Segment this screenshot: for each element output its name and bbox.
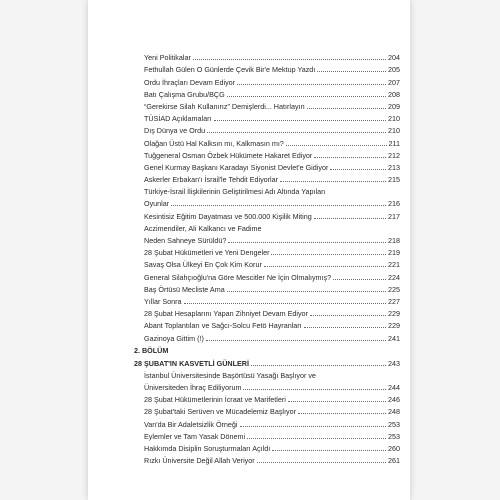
toc-entry-title: TÜSİAD Açıklamaları	[144, 114, 212, 124]
toc-entry-title: Askerler Erbakan'ı İsrail'le Tehdit Ediyorlar	[144, 175, 279, 185]
toc-entry	[144, 208, 400, 220]
toc-entry-page: 248	[388, 407, 400, 417]
dot-leader	[317, 71, 386, 72]
toc-entry-page: 209	[388, 101, 400, 111]
toc-entry-title: Kesintisiz Eğitim Dayatması ve 500.000 Kişilik Miting	[144, 211, 312, 221]
part-heading	[134, 355, 400, 368]
toc-entry-title: Ordu İhraçları Devam Ediyor	[144, 77, 236, 87]
dot-leader	[207, 132, 386, 133]
toc-entry	[144, 111, 400, 123]
toc-entry-title: Gazinoya Gittim (!)	[144, 333, 204, 343]
toc-entry-title: Van'da Bir Adaletsizlik Örneği	[144, 419, 238, 429]
toc-entry	[144, 441, 400, 453]
dot-leader	[206, 340, 386, 341]
dot-leader	[314, 157, 386, 158]
dot-leader	[237, 84, 386, 85]
toc-entry-page: 229	[388, 321, 400, 331]
toc-entry-title: “Gerekirse Silah Kullanırız” Demişlerdi... Hatırlayın	[144, 101, 305, 111]
dot-leader	[243, 389, 386, 390]
toc-entry	[144, 123, 400, 135]
toc-entry	[144, 453, 400, 465]
toc-entry	[144, 318, 400, 330]
toc-entry-title: Fethullah Gülen O Günlerde Çevik Bir'e Mektup Yazdı	[144, 65, 316, 75]
toc-entry-page: 244	[388, 383, 400, 393]
dot-leader	[314, 218, 386, 219]
toc-entry	[144, 282, 400, 294]
toc-entry-page: 213	[388, 162, 400, 172]
toc-entry-page: 208	[388, 89, 400, 99]
toc-entry-title: Batı Çalışma Grubu/BÇG	[144, 89, 225, 99]
toc-entry-title: Olağan Üstü Hal Kalksın mı, Kalkmasın mı?	[144, 138, 284, 148]
toc-entry	[144, 269, 400, 281]
toc-entry-title: Savaş Olsa Ülkeyi En Çok Kim Korur	[144, 260, 262, 270]
dot-leader	[330, 169, 386, 170]
toc-entry	[144, 172, 400, 184]
toc-entry-page: 205	[388, 65, 400, 75]
toc-entry-continuation	[144, 233, 400, 245]
toc-entry	[144, 50, 400, 62]
toc-entry-page: 204	[388, 53, 400, 63]
toc-entry	[144, 416, 400, 428]
toc-entry-page: 221	[388, 260, 400, 270]
dot-leader	[310, 315, 386, 316]
dot-leader	[272, 450, 386, 451]
toc-entry-page: 215	[388, 175, 400, 185]
toc-entry	[144, 257, 400, 269]
toc-entry-title: Yıllar Sonra	[144, 296, 182, 306]
toc-entry-title: Tuğgeneral Osman Özbek Hükümete Hakaret Ediyor	[144, 150, 313, 160]
dot-leader	[271, 254, 386, 255]
toc-entry	[144, 74, 400, 86]
toc-entry	[144, 148, 400, 160]
toc-entry-page: 241	[388, 333, 400, 343]
toc-entry	[144, 294, 400, 306]
toc-entry-page: 260	[388, 444, 400, 453]
toc-entry-title: Eylemler ve Tam Yasak Dönemi	[144, 431, 246, 441]
toc-entry	[144, 184, 400, 196]
toc-entry-title: Dış Dünya ve Ordu	[144, 126, 206, 136]
dot-leader	[228, 242, 386, 243]
dot-leader	[264, 266, 386, 267]
toc-entry-title-cont: Üniversiteden İhraç Ediliyorum	[144, 383, 242, 393]
toc-entry-title: Türkiye-İsrail İlişkilerinin Geliştirilmesi Adı Altında Yapılan	[144, 187, 326, 197]
toc-entry-page: 218	[388, 236, 400, 245]
toc-entry-page: 210	[388, 126, 400, 136]
toc-entry	[144, 392, 400, 404]
toc-entry-title: Rızkı Üniversite Değil Allah Veriyor	[144, 456, 255, 466]
toc-entry	[144, 62, 400, 74]
dot-leader	[227, 96, 386, 97]
toc-entry-title: İstanbul Üniversitesinde Başörtüsü Yasağı Başlıyor ve	[144, 370, 316, 380]
toc-entry-title: 28 Şubat'taki Serüven ve Mücadelemiz Başlıyor	[144, 407, 296, 417]
part-label	[134, 343, 400, 356]
toc-entry-page: 210	[388, 114, 400, 124]
toc-entry-page: 216	[388, 199, 400, 209]
dot-leader	[298, 413, 386, 414]
dot-leader	[307, 108, 386, 109]
toc-entry-title: 28 Şubat Hesaplarını Yapan Zihniyet Devam Ediyor	[144, 309, 308, 319]
dot-leader	[251, 365, 386, 366]
dot-leader	[227, 291, 386, 292]
toc-entry-title: Aczimendiler, Ali Kalkancı ve Fadime	[144, 223, 262, 233]
toc-entry-page: 246	[388, 395, 400, 405]
toc-entry-title: General Silahçıoğlu'na Göre Mescitler Ne İçin Olmalıymış?	[144, 272, 332, 282]
dot-leader	[333, 279, 386, 280]
toc-entry-page: 224	[388, 272, 400, 282]
toc-entry-title: Abant Toplantıları ve Sağcı-Solcu Fetö Hayranları	[144, 321, 302, 331]
toc-entry	[144, 429, 400, 441]
dot-leader	[257, 462, 386, 463]
dot-leader	[184, 303, 386, 304]
toc-entry-page: 261	[388, 456, 400, 466]
toc-entry-page: 219	[388, 248, 400, 258]
toc-entry-page: 212	[388, 150, 400, 160]
toc-entry-page: 253	[388, 419, 400, 429]
toc-entry	[144, 330, 400, 342]
book-page	[88, 0, 410, 500]
toc-entry-page: 207	[388, 77, 400, 87]
toc-entry-title-cont: Oyunlar	[144, 199, 170, 209]
toc-entry-continuation	[144, 196, 400, 208]
toc-entry-page: 253	[388, 431, 400, 441]
toc-entry-title-cont: Neden Sahneye Sürüldü?	[144, 236, 227, 245]
dot-leader	[214, 120, 387, 121]
toc-entry	[144, 245, 400, 257]
toc-entry-page: 227	[388, 296, 400, 306]
part-title: 28 ŞUBAT'IN KASVETLİ GÜNLERİ	[134, 358, 249, 368]
toc-entry-title: Yeni Politikalar	[144, 53, 191, 63]
toc-entry-page: 243	[388, 358, 400, 368]
toc-entry	[144, 160, 400, 172]
toc-entry	[144, 99, 400, 111]
toc-entry	[144, 135, 400, 147]
toc-entry	[144, 404, 400, 416]
part-number: 2. BÖLÜM	[134, 346, 169, 356]
toc-entry	[144, 221, 400, 233]
table-of-contents	[134, 50, 400, 466]
toc-entry-page: 217	[388, 211, 400, 221]
dot-leader	[280, 181, 386, 182]
toc-entry-continuation	[144, 380, 400, 392]
dot-leader	[304, 327, 386, 328]
toc-entry-title: Hakkımda Disiplin Soruşturmaları Açıldı	[144, 444, 271, 453]
dot-leader	[193, 59, 386, 60]
toc-entry-title: 28 Şubat Hükümetlerinin İcraat ve Marifetleri	[144, 395, 286, 405]
toc-entry-page: 211	[388, 138, 400, 148]
dot-leader	[247, 438, 386, 439]
toc-entry-page: 229	[388, 309, 400, 319]
toc-entry-title: Genel Kurmay Başkanı Karadayı Siyonist Devlet'e Gidiyor	[144, 162, 329, 172]
toc-entry-page: 225	[388, 284, 400, 294]
dot-leader	[288, 401, 386, 402]
dot-leader	[286, 145, 387, 146]
toc-entry	[144, 87, 400, 99]
dot-leader	[240, 426, 386, 427]
toc-entry	[144, 368, 400, 380]
toc-entry-title: 28 Şubat Hükümetleri ve Yeni Dengeler	[144, 248, 270, 258]
toc-entry	[144, 306, 400, 318]
dot-leader	[171, 205, 386, 206]
toc-entry-title: Baş Örtüsü Mecliste Ama	[144, 284, 225, 294]
